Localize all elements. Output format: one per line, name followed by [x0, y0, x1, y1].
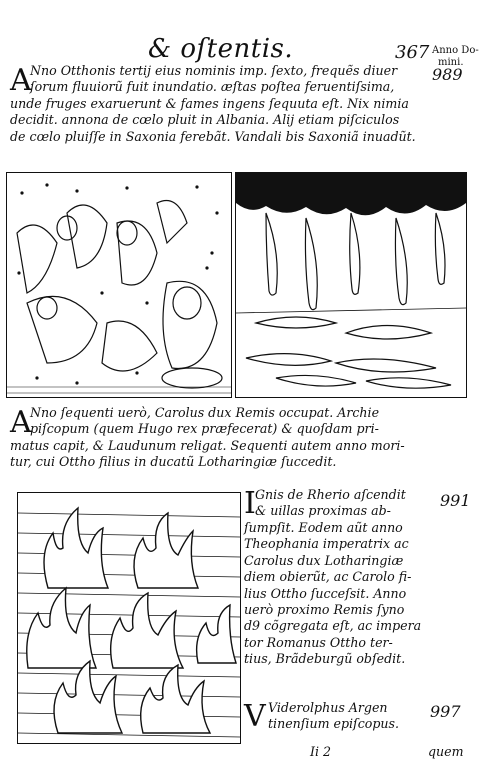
text-line: Nno Otthonis tertij eius nominis imp. ſexto, frequẽs diuer — [30, 63, 398, 78]
woodcut-fire-illustration — [17, 492, 241, 744]
catchword: quem — [428, 744, 464, 759]
text-line: Gnis de Rherio aſcendit — [255, 487, 406, 502]
text-line: piſcopum (quem Hugo rex præfecerat) & quoſdam pri- — [30, 421, 379, 437]
paragraph-2-text-cont — [10, 438, 405, 471]
woodcut-famine-illustration — [6, 172, 232, 398]
text-line: diem obierũt, ac Carolo fi- — [244, 569, 412, 585]
anno-label-2: mini. — [438, 57, 464, 68]
signature-mark: Ii 2 — [310, 744, 332, 759]
anno-label: Anno Do- — [432, 45, 479, 56]
margin-anno-domini — [432, 45, 479, 84]
text-line: lius Ottho ſucceſsit. Anno — [244, 585, 407, 601]
text-line: tinenſium epiſcopus. — [268, 716, 399, 732]
text-line: uerò proximo Remis ſyno — [244, 602, 405, 618]
margin-year-997: 997 — [430, 702, 461, 721]
dropcap-i: I — [244, 486, 256, 521]
folio-number: 367 — [395, 42, 430, 63]
margin-year-991: 991 — [440, 491, 471, 510]
text-line: ſorum fluuiorũ fuit inundatio. æſtas poſtea feruentiſsima, — [30, 79, 395, 95]
paragraph-2-text — [30, 405, 379, 438]
margin-year-989: 989 — [432, 65, 463, 84]
text-line: d9 cõgregata eſt, ac impera — [244, 618, 422, 634]
paragraph-3-text — [255, 487, 406, 520]
text-line: & uillas proximas ab- — [255, 503, 391, 519]
dropcap-v: V — [244, 699, 266, 734]
text-line: tur, cui Ottho filius in ducatũ Lotharingiæ ſuccedit. — [10, 454, 337, 470]
text-line: tor Romanus Ottho ter- — [244, 634, 393, 650]
text-line: Theophania imperatrix ac — [244, 536, 409, 552]
text-line: de cœlo pluiſſe in Saxonia ferebãt. Vandali bis Saxoniã inuadũt. — [10, 128, 416, 144]
text-line: ſumpſit. Eodem aũt anno — [244, 520, 403, 535]
text-line: Carolus dux Lotharingiæ — [244, 552, 404, 568]
text-line: Nno ſequenti uerò, Carolus dux Remis occupat. Archie — [30, 405, 380, 420]
paragraph-3-text-cont — [244, 520, 421, 668]
woodcut-fish-rain-illustration — [235, 172, 467, 398]
paragraph-1-text-cont — [10, 96, 416, 145]
dropcap-a: A — [10, 63, 32, 98]
dropcap-a: A — [10, 405, 32, 440]
page-header-title: & oſtentis. — [148, 34, 294, 64]
text-line: matus capit, & Laudunum religat. Sequenti autem anno mori- — [10, 438, 405, 453]
text-line: decidit. annona de cœlo pluit in Albania. Alij etiam piſciculos — [10, 112, 400, 128]
paragraph-4-text — [268, 700, 399, 733]
text-line: Viderolphus Argen — [268, 700, 388, 715]
paragraph-1-text — [30, 63, 397, 96]
text-line: tius, Brãdeburgũ obſedit. — [244, 651, 406, 667]
text-line: unde fruges exaruerunt & fames ingens ſequuta eſt. Nix nimia — [10, 96, 409, 111]
